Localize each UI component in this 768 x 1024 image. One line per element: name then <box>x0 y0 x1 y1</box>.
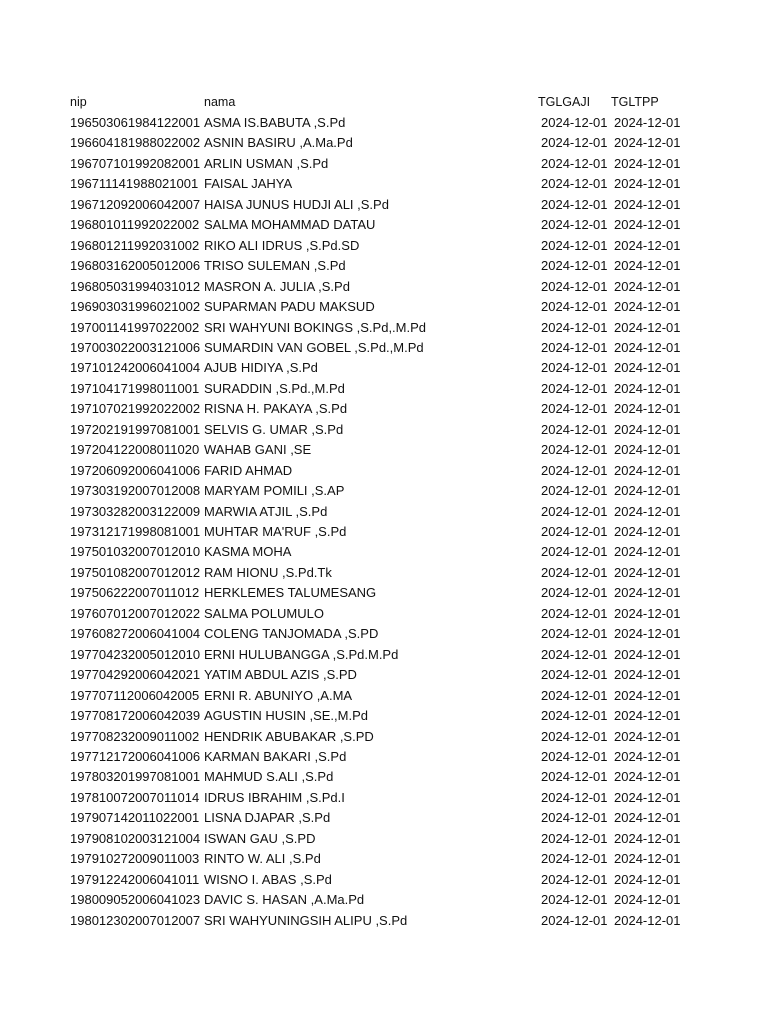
cell-nip: 197912242006041011 <box>70 871 200 887</box>
cell-nip: 197607012007012022 <box>70 605 201 621</box>
table-row <box>0 215 768 235</box>
cell-nip: 197001141997022002 <box>70 319 200 335</box>
table-row <box>0 706 768 726</box>
cell-tglgaji: 2024-12-01 <box>541 380 608 396</box>
cell-tgltpp: 2024-12-01 <box>614 135 681 151</box>
cell-tglgaji: 2024-12-01 <box>541 319 608 335</box>
cell-nip: 196801011992022002 <box>70 217 200 233</box>
cell-tgltpp: 2024-12-01 <box>614 360 681 376</box>
cell-tglgaji: 2024-12-01 <box>541 789 608 805</box>
cell-nama: MAHMUD S.ALI ,S.Pd <box>204 769 334 785</box>
cell-tglgaji: 2024-12-01 <box>541 401 608 417</box>
cell-nip: 197312171998081001 <box>70 524 201 539</box>
cell-nip: 197506222007011012 <box>70 585 200 601</box>
cell-tgltpp: 2024-12-01 <box>614 626 681 642</box>
cell-nip: 197303282003122009 <box>70 503 201 519</box>
cell-tglgaji: 2024-12-01 <box>541 605 608 621</box>
table-row <box>0 583 768 603</box>
cell-tglgaji: 2024-12-01 <box>541 503 608 519</box>
cell-nama: FAISAL JAHYA <box>204 176 293 192</box>
cell-tglgaji: 2024-12-01 <box>541 871 608 887</box>
cell-nip: 197608272006041004 <box>70 626 201 642</box>
cell-nip: 197907142011022001 <box>70 810 200 826</box>
table-row <box>0 481 768 501</box>
table-row <box>0 870 768 890</box>
cell-tglgaji: 2024-12-01 <box>541 626 608 642</box>
cell-tgltpp: 2024-12-01 <box>614 380 681 396</box>
cell-tglgaji: 2024-12-01 <box>541 258 608 274</box>
cell-tglgaji: 2024-12-01 <box>541 892 608 908</box>
cell-nama: MUHTAR MA'RUF ,S.Pd <box>204 524 347 539</box>
header-tglgaji: TGLGAJI <box>538 95 591 109</box>
cell-nama: HAISA JUNUS HUDJI ALI ,S.Pd <box>204 196 389 212</box>
cell-tgltpp: 2024-12-01 <box>614 871 681 887</box>
table-row <box>0 154 768 174</box>
cell-tgltpp: 2024-12-01 <box>614 278 681 294</box>
table-row <box>0 727 768 747</box>
cell-tglgaji: 2024-12-01 <box>541 708 608 724</box>
cell-nip: 196903031996021002 <box>70 299 201 315</box>
cell-tglgaji: 2024-12-01 <box>541 155 608 171</box>
header-nama: nama <box>204 95 236 109</box>
cell-tglgaji: 2024-12-01 <box>541 646 608 662</box>
cell-nip: 197003022003121006 <box>70 339 201 355</box>
cell-tgltpp: 2024-12-01 <box>614 687 681 703</box>
cell-nip: 198009052006041023 <box>70 892 201 908</box>
cell-nama: TRISO SULEMAN ,S.Pd <box>204 258 346 274</box>
cell-tglgaji: 2024-12-01 <box>541 830 608 846</box>
cell-nip: 196707101992082001 <box>70 155 201 171</box>
cell-nama: RINTO W. ALI ,S.Pd <box>204 851 321 867</box>
cell-tglgaji: 2024-12-01 <box>541 912 608 928</box>
cell-nip: 197501082007012012 <box>70 564 201 580</box>
table-row <box>0 420 768 440</box>
cell-tgltpp: 2024-12-01 <box>614 748 681 764</box>
table-row <box>0 502 768 522</box>
cell-nip: 197704292006042021 <box>70 667 201 683</box>
table-row <box>0 808 768 828</box>
cell-nip: 197501032007012010 <box>70 544 201 560</box>
cell-tgltpp: 2024-12-01 <box>614 401 681 417</box>
cell-tgltpp: 2024-12-01 <box>614 258 681 274</box>
cell-nama: SURADDIN ,S.Pd.,M.Pd <box>204 380 345 396</box>
table-row <box>0 113 768 133</box>
cell-nip: 197712172006041006 <box>70 748 201 764</box>
cell-tglgaji: 2024-12-01 <box>541 442 608 458</box>
table-row <box>0 829 768 849</box>
table-row <box>0 133 768 153</box>
cell-nip: 197202191997081001 <box>70 421 201 437</box>
cell-nip: 198012302007012007 <box>70 912 201 928</box>
cell-nama: MARYAM POMILI ,S.AP <box>204 483 345 499</box>
cell-nama: ISWAN GAU ,S.PD <box>204 830 316 846</box>
cell-nama: ARLIN USMAN ,S.Pd <box>204 155 329 171</box>
cell-tgltpp: 2024-12-01 <box>614 421 681 437</box>
cell-nip: 197707112006042005 <box>70 687 200 703</box>
cell-tgltpp: 2024-12-01 <box>614 892 681 908</box>
cell-tglgaji: 2024-12-01 <box>541 237 608 253</box>
cell-nama: LISNA DJAPAR ,S.Pd <box>204 810 331 826</box>
table-row <box>0 563 768 583</box>
cell-nama: WAHAB GANI ,SE <box>204 442 312 458</box>
cell-tgltpp: 2024-12-01 <box>614 564 681 580</box>
table-row <box>0 849 768 869</box>
cell-tglgaji: 2024-12-01 <box>541 462 608 478</box>
cell-tglgaji: 2024-12-01 <box>541 585 608 601</box>
cell-nip: 196712092006042007 <box>70 196 201 212</box>
cell-nama: FARID AHMAD <box>204 462 293 478</box>
cell-tglgaji: 2024-12-01 <box>541 810 608 826</box>
cell-tgltpp: 2024-12-01 <box>614 155 681 171</box>
cell-nama: SALMA POLUMULO <box>204 605 324 621</box>
cell-tglgaji: 2024-12-01 <box>541 299 608 315</box>
cell-nip: 196803162005012006 <box>70 258 201 274</box>
cell-nama: MASRON A. JULIA ,S.Pd <box>204 278 350 294</box>
cell-tglgaji: 2024-12-01 <box>541 217 608 233</box>
cell-tglgaji: 2024-12-01 <box>541 564 608 580</box>
table-row <box>0 645 768 665</box>
cell-tglgaji: 2024-12-01 <box>541 544 608 560</box>
table-row <box>0 338 768 358</box>
table-row <box>0 624 768 644</box>
cell-nip: 197101242006041004 <box>70 360 201 376</box>
cell-tglgaji: 2024-12-01 <box>541 769 608 785</box>
cell-tgltpp: 2024-12-01 <box>614 176 681 192</box>
table-row <box>0 174 768 194</box>
table-row <box>0 256 768 276</box>
cell-tgltpp: 2024-12-01 <box>614 462 681 478</box>
table-row <box>0 665 768 685</box>
table-row <box>0 440 768 460</box>
cell-nip: 197708172006042039 <box>70 708 201 724</box>
table-row <box>0 542 768 562</box>
cell-tgltpp: 2024-12-01 <box>614 299 681 315</box>
cell-tgltpp: 2024-12-01 <box>614 769 681 785</box>
table-row <box>0 522 768 542</box>
table-row <box>0 686 768 706</box>
cell-nip: 196604181988022002 <box>70 135 201 151</box>
cell-nama: SRI WAHYUNINGSIH ALIPU ,S.Pd <box>204 912 408 928</box>
cell-tgltpp: 2024-12-01 <box>614 585 681 601</box>
cell-nama: IDRUS IBRAHIM ,S.Pd.I <box>204 789 345 805</box>
cell-nip: 197803201997081001 <box>70 769 201 785</box>
cell-nama: HENDRIK ABUBAKAR ,S.PD <box>204 728 374 744</box>
cell-nama: ERNI R. ABUNIYO ,A.MA <box>204 687 353 703</box>
cell-nama: MARWIA ATJIL ,S.Pd <box>204 503 328 519</box>
cell-tgltpp: 2024-12-01 <box>614 708 681 724</box>
cell-tgltpp: 2024-12-01 <box>614 503 681 519</box>
cell-nip: 196503061984122001 <box>70 115 201 130</box>
cell-nama: WISNO I. ABAS ,S.Pd <box>204 871 332 887</box>
header-tgltpp: TGLTPP <box>611 95 659 109</box>
cell-tglgaji: 2024-12-01 <box>541 421 608 437</box>
table-row <box>0 747 768 767</box>
cell-tglgaji: 2024-12-01 <box>541 748 608 764</box>
cell-tgltpp: 2024-12-01 <box>614 483 681 499</box>
cell-nip: 197104171998011001 <box>70 380 200 396</box>
table-row <box>0 461 768 481</box>
table-row <box>0 767 768 787</box>
cell-tgltpp: 2024-12-01 <box>614 789 681 805</box>
cell-tglgaji: 2024-12-01 <box>541 278 608 294</box>
cell-tgltpp: 2024-12-01 <box>614 667 681 683</box>
cell-tgltpp: 2024-12-01 <box>614 217 681 233</box>
cell-nip: 197810072007011014 <box>70 789 200 805</box>
table-row <box>0 788 768 808</box>
cell-tglgaji: 2024-12-01 <box>541 115 608 130</box>
cell-nama: DAVIC S. HASAN ,A.Ma.Pd <box>204 892 365 908</box>
cell-tglgaji: 2024-12-01 <box>541 135 608 151</box>
cell-tglgaji: 2024-12-01 <box>541 176 608 192</box>
table-row <box>0 604 768 624</box>
table-row <box>0 890 768 910</box>
cell-nip: 197107021992022002 <box>70 401 201 417</box>
cell-tgltpp: 2024-12-01 <box>614 544 681 560</box>
cell-nip: 197908102003121004 <box>70 830 201 846</box>
cell-tglgaji: 2024-12-01 <box>541 483 608 499</box>
cell-nama: COLENG TANJOMADA ,S.PD <box>204 626 379 642</box>
cell-tgltpp: 2024-12-01 <box>614 810 681 826</box>
cell-tgltpp: 2024-12-01 <box>614 115 681 130</box>
cell-tgltpp: 2024-12-01 <box>614 524 681 539</box>
cell-nip: 196805031994031012 <box>70 278 201 294</box>
table-row <box>0 911 768 931</box>
cell-nip: 197910272009011003 <box>70 851 200 867</box>
cell-nama: SELVIS G. UMAR ,S.Pd <box>204 421 344 437</box>
cell-tgltpp: 2024-12-01 <box>614 196 681 212</box>
cell-tglgaji: 2024-12-01 <box>541 339 608 355</box>
cell-tgltpp: 2024-12-01 <box>614 728 681 744</box>
cell-tglgaji: 2024-12-01 <box>541 667 608 683</box>
cell-nama: YATIM ABDUL AZIS ,S.PD <box>204 667 357 683</box>
table-row <box>0 318 768 338</box>
table-row <box>0 277 768 297</box>
table-row <box>0 195 768 215</box>
cell-nama: RAM HIONU ,S.Pd.Tk <box>204 564 332 580</box>
cell-nip: 196711141988021001 <box>70 176 199 192</box>
cell-tglgaji: 2024-12-01 <box>541 360 608 376</box>
table-row <box>0 236 768 256</box>
cell-nip: 196801211992031002 <box>70 237 200 253</box>
cell-tglgaji: 2024-12-01 <box>541 851 608 867</box>
cell-nama: AGUSTIN HUSIN ,SE.,M.Pd <box>204 708 368 724</box>
table-row <box>0 358 768 378</box>
cell-nip: 197708232009011002 <box>70 728 200 744</box>
cell-nama: SALMA MOHAMMAD DATAU <box>204 217 376 233</box>
cell-tgltpp: 2024-12-01 <box>614 605 681 621</box>
cell-tglgaji: 2024-12-01 <box>541 196 608 212</box>
cell-nama: RIKO ALI IDRUS ,S.Pd.SD <box>204 237 360 253</box>
cell-tgltpp: 2024-12-01 <box>614 442 681 458</box>
header-nip: nip <box>70 95 87 109</box>
cell-tgltpp: 2024-12-01 <box>614 851 681 867</box>
table-header <box>0 92 768 112</box>
cell-nama: RISNA H. PAKAYA ,S.Pd <box>204 401 348 417</box>
cell-nip: 197204122008011020 <box>70 442 200 458</box>
table-row <box>0 297 768 317</box>
cell-tgltpp: 2024-12-01 <box>614 912 681 928</box>
table-row <box>0 379 768 399</box>
cell-nama: HERKLEMES TALUMESANG <box>204 585 377 601</box>
cell-tgltpp: 2024-12-01 <box>614 830 681 846</box>
cell-tgltpp: 2024-12-01 <box>614 646 681 662</box>
cell-tglgaji: 2024-12-01 <box>541 728 608 744</box>
cell-tgltpp: 2024-12-01 <box>614 319 681 335</box>
cell-nip: 197303192007012008 <box>70 483 201 499</box>
cell-nip: 197206092006041006 <box>70 462 201 478</box>
cell-nama: ASNIN BASIRU ,A.Ma.Pd <box>204 135 353 151</box>
cell-tgltpp: 2024-12-01 <box>614 237 681 253</box>
cell-tglgaji: 2024-12-01 <box>541 524 608 539</box>
cell-nama: ERNI HULUBANGGA ,S.Pd.M.Pd <box>204 646 399 662</box>
cell-nama: AJUB HIDIYA ,S.Pd <box>204 360 318 376</box>
cell-nama: SUPARMAN PADU MAKSUD <box>204 299 375 315</box>
cell-nama: SUMARDIN VAN GOBEL ,S.Pd.,M.Pd <box>204 339 424 355</box>
cell-tgltpp: 2024-12-01 <box>614 339 681 355</box>
cell-nama: KASMA MOHA <box>204 544 292 560</box>
table-row <box>0 399 768 419</box>
cell-nip: 197704232005012010 <box>70 646 201 662</box>
cell-nama: KARMAN BAKARI ,S.Pd <box>204 748 347 764</box>
cell-tglgaji: 2024-12-01 <box>541 687 608 703</box>
cell-nama: SRI WAHYUNI BOKINGS ,S.Pd,.M.Pd <box>204 319 427 335</box>
cell-nama: ASMA IS.BABUTA ,S.Pd <box>204 115 346 130</box>
